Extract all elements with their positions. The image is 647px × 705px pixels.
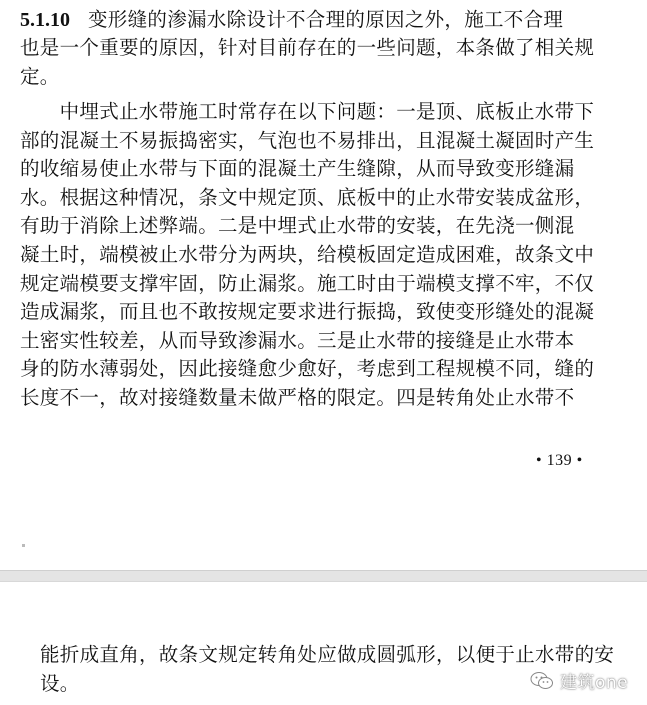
paragraph-line: 长度不一，故对接缝数量未做严格的限定。四是转角处止水带不 [20, 386, 575, 409]
paragraph-line: 凝土时，端模被止水带分为两块，给模板固定造成困难，故条文中 [20, 243, 595, 266]
wechat-icon [530, 671, 554, 691]
paragraph-line: 的收缩易使止水带与下面的混凝土产生缝隙，从而导致变形缝漏 [20, 157, 575, 180]
scan-speck [22, 544, 25, 547]
page-number: • 139 • [536, 452, 583, 469]
paragraph-line: 部的混凝土不易振捣密实，气泡也不易排出，且混凝土凝固时产生 [20, 129, 595, 152]
paragraph-line: 规定端模要支撑牢固，防止漏浆。施工时由于端模支撑不牢，不仅 [20, 272, 595, 295]
section-number: 5.1.10 [20, 9, 70, 31]
watermark-text: 建筑one [560, 673, 629, 693]
paragraph-line: 能折成直角，故条文规定转角处应做成圆弧形，以便于止水带的安 [40, 643, 615, 666]
line-text: 变形缝的渗漏水除设计不合理的原因之外，施工不合理 [88, 8, 564, 31]
paragraph-line: 造成漏浆，而且也不敢按规定要求进行振捣，致使变形缝处的混凝 [20, 300, 595, 323]
paragraph-line: 定。 [20, 65, 60, 88]
paragraph-line: 中埋式止水带施工时常存在以下问题：一是顶、底板止水带下 [20, 100, 595, 123]
page-divider [0, 570, 647, 582]
paragraph-line: 也是一个重要的原因，针对目前存在的一些问题，本条做了相关规 [20, 36, 595, 59]
paragraph-line: 水。根据这种情况，条文中规定顶、底板中的止水带安装成盆形， [20, 186, 595, 209]
watermark [530, 668, 628, 693]
paragraph-line [20, 6, 563, 34]
paragraph-line: 身的防水薄弱处，因此接缝愈少愈好，考虑到工程规模不同，缝的 [20, 357, 595, 380]
paragraph-line: 有助于消除上述弊端。二是中埋式止水带的安装，在先浇一侧混 [20, 214, 575, 237]
paragraph-line: 土密实性较差，从而导致渗漏水。三是止水带的接缝是止水带本 [20, 329, 575, 352]
paragraph-line: 设。 [40, 672, 80, 695]
